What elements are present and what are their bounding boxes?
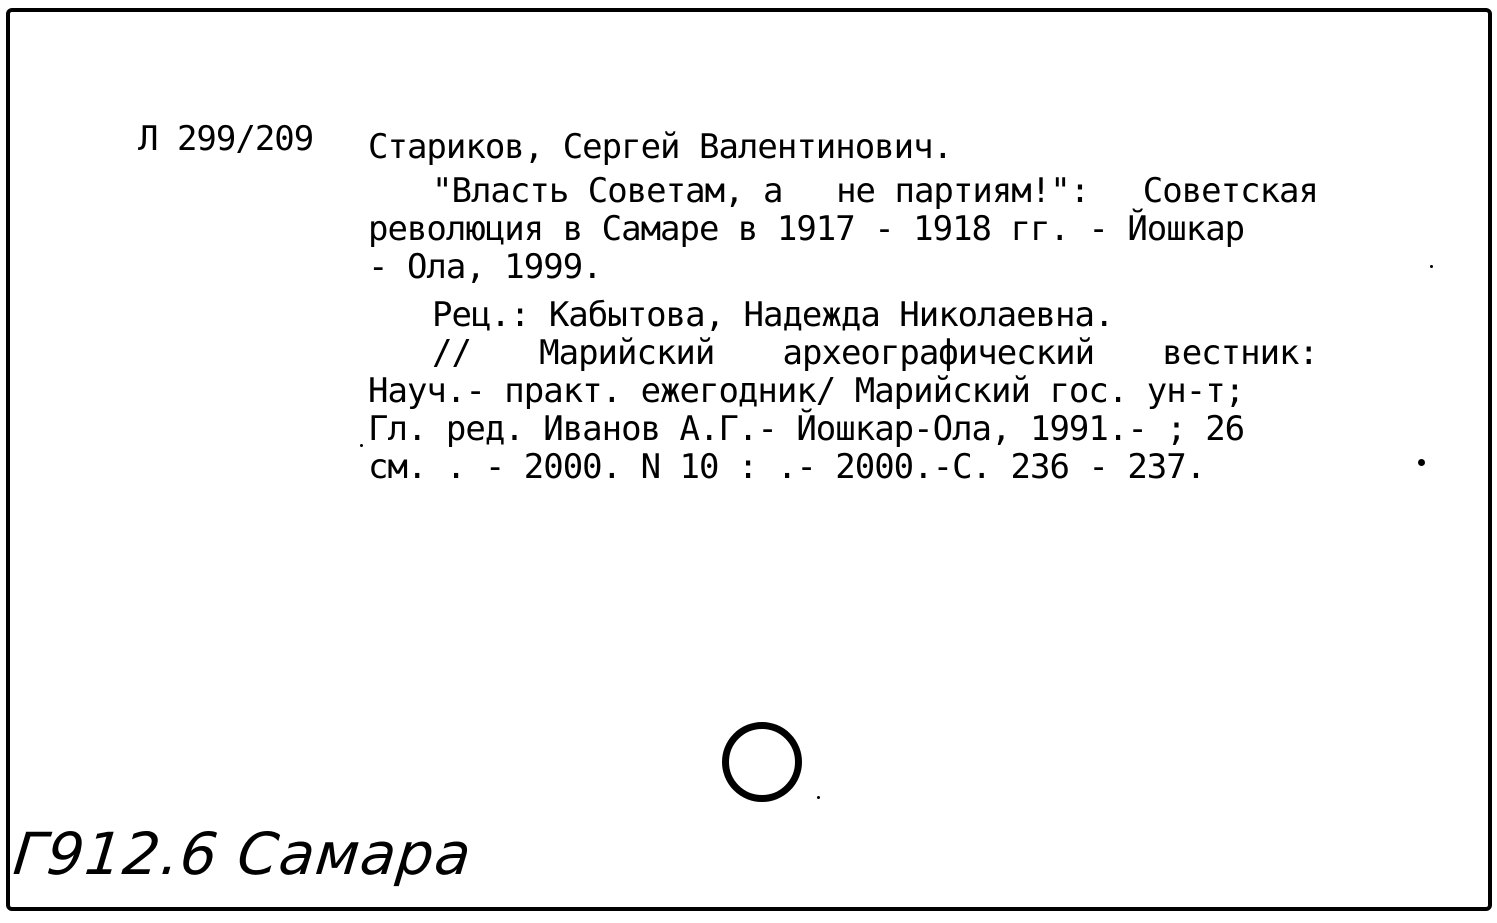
source-line-1-part-1: //: [432, 333, 471, 373]
title-line-1-part-2: не партиям!":: [836, 171, 1090, 211]
title-block: [368, 172, 1318, 286]
source-block: [368, 334, 1318, 486]
call-number: Л 299/209: [138, 119, 314, 159]
source-line-1-part-2: Марийский: [539, 333, 715, 373]
punch-hole: [722, 722, 802, 802]
source-line-3: Гл. ред. Иванов А.Г.- Йошкар-Ола, 1991.- ; 26: [368, 409, 1245, 449]
handwritten-shelf-mark: Г912.6 Самара: [10, 820, 476, 888]
speck-dot: [817, 796, 820, 799]
source-line-1-part-4: вестник:: [1162, 333, 1318, 373]
title-line-1-part-3: Советская: [1142, 171, 1318, 211]
title-line-1: [368, 172, 1318, 210]
title-line-2: революция в Самаре в 1917 - 1918 гг. - Йошкар: [368, 209, 1245, 249]
source-line-1: [368, 334, 1318, 372]
source-line-4: см. . - 2000. N 10 : .- 2000.-С. 236 - 237.: [368, 447, 1206, 487]
reviewer-line: Рец.: Кабытова, Надежда Николаевна.: [432, 295, 1114, 335]
source-line-2: Науч.- практ. ежегодник/ Марийский гос. ун-т;: [368, 371, 1245, 411]
bibliographic-entry: [368, 128, 1318, 486]
speck-dot: [1430, 265, 1433, 268]
speck-dot: [360, 444, 363, 447]
source-line-1-part-3: археографический: [782, 333, 1095, 373]
title-line-3: - Ола, 1999.: [368, 247, 602, 287]
author-heading: Стариков, Сергей Валентинович.: [368, 127, 953, 167]
speck-dot: [1418, 459, 1425, 466]
title-line-1-part-1: "Власть Советам, а: [432, 171, 783, 211]
